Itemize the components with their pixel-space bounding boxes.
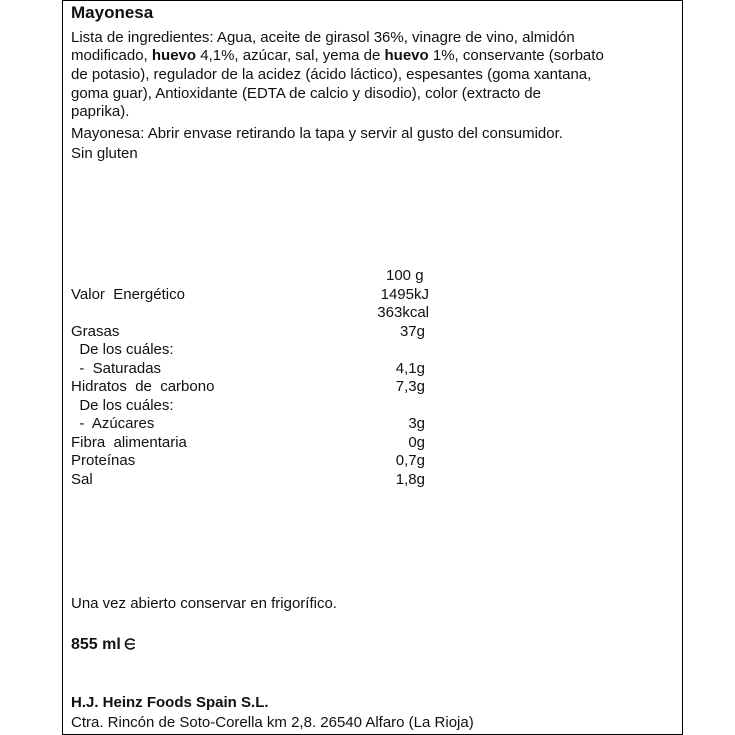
nutrition-row-label: Proteínas	[71, 452, 136, 469]
nutrition-row-label: Sal	[71, 471, 93, 488]
ingredients-line-4: goma guar), Antioxidante (EDTA de calcio y disodio), color (extracto de	[71, 85, 541, 102]
nutrition-row-value: 1495kJ	[380, 286, 429, 303]
nutrition-row-label: - Azúcares	[71, 415, 155, 432]
allergen-huevo: huevo	[384, 47, 429, 64]
ingredients-line-2	[71, 47, 604, 65]
ingredients-line-3: de potasio), regulador de la acidez (ácido láctico), espesantes (goma xantana,	[71, 66, 592, 83]
ingredients-text: 4,1%, azúcar, sal, yema de	[196, 47, 385, 64]
net-quantity-value: 855 ml	[71, 636, 121, 653]
storage-instructions: Una vez abierto conservar en frigorífico.	[71, 595, 337, 612]
nutrition-row-value: 0g	[408, 434, 425, 451]
nutrition-per-header: 100 g	[386, 267, 424, 284]
nutrition-row-value: 363kcal	[377, 304, 429, 321]
top-border	[62, 0, 683, 1]
ingredients-text: 1%, conservante (sorbato	[428, 47, 604, 64]
ingredients-text: modificado,	[71, 47, 152, 64]
nutrition-row-value: 4,1g	[395, 360, 425, 377]
ingredients-line-5: paprika).	[71, 103, 130, 120]
net-quantity	[71, 636, 137, 654]
nutrition-row-label: De los cuáles:	[71, 397, 174, 414]
usage-instructions: Mayonesa: Abrir envase retirando la tapa y servir al gusto del consumidor.	[71, 125, 563, 142]
nutrition-row-value: 37g	[399, 323, 425, 340]
nutrition-row-label: Valor Energético	[71, 286, 185, 303]
gluten-statement: Sin gluten	[71, 145, 138, 162]
nutrition-row-value: 3g	[408, 415, 425, 432]
product-title: Mayonesa	[71, 3, 154, 22]
e-icon	[123, 637, 137, 651]
allergen-huevo: huevo	[151, 47, 197, 64]
nutrition-row-label: Hidratos de carbono	[71, 378, 215, 395]
company-address: Ctra. Rincón de Soto-Corella km 2,8. 26540 Alfaro (La Rioja)	[71, 714, 474, 731]
nutrition-row-value: 7,3g	[395, 378, 425, 395]
nutrition-row-value: 1,8g	[395, 471, 425, 488]
nutrition-row-label: Fibra alimentaria	[71, 434, 187, 451]
nutrition-row-value: 0,7g	[395, 452, 425, 469]
nutrition-row-label: - Saturadas	[71, 360, 162, 377]
nutrition-row-label: De los cuáles:	[71, 341, 174, 358]
nutrition-row-label: Grasas	[71, 323, 120, 340]
company-name: H.J. Heinz Foods Spain S.L.	[71, 694, 269, 711]
ingredients-line-1: Lista de ingredientes: Agua, aceite de girasol 36%, vinagre de vino, almidón	[71, 29, 575, 46]
